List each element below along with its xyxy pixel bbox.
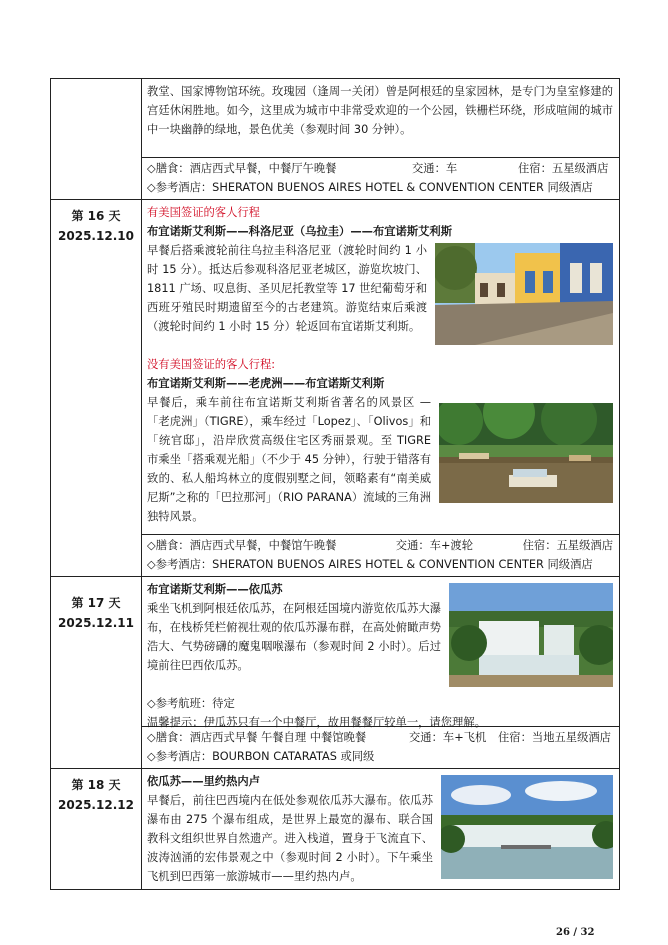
no-visa-heading: 没有美国签证的客人行程: [147,358,276,371]
day16-info [142,534,619,576]
day-cell [51,79,142,200]
route-title: 布宜诺斯艾利斯——科洛尼亚（乌拉圭）——布宜诺斯艾利斯 [147,225,453,238]
day-cell [51,577,142,769]
tigre-boat-photo [439,403,613,503]
table-row [51,577,620,769]
meals: ◇膳食：酒店西式早餐，中餐厅午晚餐 [147,162,337,175]
reference-hotel: ◇参考酒店：SHERATON BUENOS AIRES HOTEL & CONVENTION CENTER 同级酒店 [147,558,593,571]
table-row [51,79,620,200]
page-number: 26 / 32 [556,927,595,938]
route-title: 依瓜苏——里约热内卢 [147,775,260,788]
transport: 交通：车+渡轮 [395,539,474,552]
meals: ◇膳食：酒店西式早餐，中餐馆午晚餐 [147,539,337,552]
reference-hotel: ◇参考酒店：BOURBON CATARATAS 或同级 [147,750,375,763]
accommodation: 住宿：当地五星级酒店 [498,731,611,744]
day-date: 2025.12.10 [58,229,134,243]
content-cell [142,79,620,200]
visa-heading: 有美国签证的客人行程 [147,206,260,219]
table-row [51,200,620,577]
content-cell [142,769,620,890]
day15-text: 教堂、国家博物馆环统。玫瑰园（逢周一关闭）曾是阿根廷的皇家园林，是专门为皇室修建的宫廷休闲胜地。如今，这里成为城市中非常受欢迎的一个公园，铁栅栏环绕，形成喧闹的城市中一块幽静的绿地，景色优美（参观时间 30 分钟）。 [147,85,613,136]
day17-body [142,577,619,729]
route-title: 布宜诺斯艾利斯——依瓜苏 [147,583,283,596]
transport: 交通：车+飞机 [409,731,487,744]
table-row [51,769,620,890]
content-cell [142,200,620,577]
transport: 交通：车 [412,162,458,175]
accommodation: 住宿：五星级酒店 [518,162,609,175]
route-title: 布宜诺斯艾利斯——老虎洲——布宜诺斯艾利斯 [147,377,385,390]
tip: 温馨提示：伊瓜苏只有一个中餐厅，故用餐餐厅较单一，请您理解。 [147,716,486,729]
day-number: 第 17 天 [71,596,121,610]
iguazu-brazil-photo [441,775,613,879]
day-cell [51,769,142,890]
day15-info [142,157,619,199]
itinerary-table [50,78,620,890]
day16-body [142,200,619,534]
meals: ◇膳食：酒店西式早餐 午餐自理 中餐馆晚餐 [147,731,367,744]
day18-text: 早餐后，前往巴西境内在低处参观依瓜苏大瀑布。依瓜苏瀑布由 275 个瀑布组成，是世界上最宽的瀑布、联合国教科文组织世界自然遗产。进入栈道，置身于飞流直下、波涛汹涌的宏伟景观之中（参观时间 2 小时）。下午乘坐飞机到巴西第一旅游城市——里约热内卢。 [147,794,433,883]
day16-text-b: 早餐后，乘车前往布宜诺斯艾利斯省著名的风景区 —「老虎洲」（TIGRE），乘车经过「Lopez」、「Olivos」和「统官邸」，沿岸欣赏高级住宅区秀丽景观。至 TIGRE 市乘坐「搭乘观光船」（不少于 45 分钟），行驶于错落有致的、私人船坞林立的度假别墅之间，领略素有“南美威尼斯”之称的「巴拉那河」（RIO PARANA）流域的三角洲独特风景。 [147,396,431,523]
meals-row [147,536,613,555]
reference-flight: ◇参考航班：待定 [147,697,235,710]
day16-text-a: 早餐后搭乘渡轮前往乌拉圭科洛尼亚（渡轮时间约 1 小时 15 分）。抵达后参观科洛尼亚老城区，游览坎坡门、1811 广场、叹息街、圣贝尼托教堂等 17 世纪葡萄牙和西班牙殖民时期遗留至今的古老建筑。游览结束后乘渡（渡轮时间约 1 小时 15 分）轮返回布宜诺斯艾利斯。 [147,244,427,333]
day-date: 2025.12.11 [58,616,134,630]
accommodation: 住宿：五星级酒店 [522,539,613,552]
colonia-street-photo [435,243,613,345]
day-date: 2025.12.12 [58,798,134,812]
day17-info [142,726,619,768]
meals-row [147,159,613,178]
day-number: 第 16 天 [71,209,121,223]
iguazu-falls-photo [449,583,613,687]
day-number: 第 18 天 [71,778,121,792]
reference-hotel: ◇参考酒店：SHERATON BUENOS AIRES HOTEL & CONVENTION CENTER 同级酒店 [147,181,593,194]
meals-row [147,728,613,747]
day17-text: 乘坐飞机到阿根廷依瓜苏，在阿根廷国境内游览依瓜苏大瀑布，在栈桥凭栏俯视壮观的依瓜苏瀑布群，在高处俯瞰声势浩大、气势磅礴的魔鬼咽喉瀑布（参观时间 2 小时）。后过境前往巴西依瓜苏。 [147,602,441,672]
day-cell [51,200,142,577]
content-cell [142,577,620,769]
